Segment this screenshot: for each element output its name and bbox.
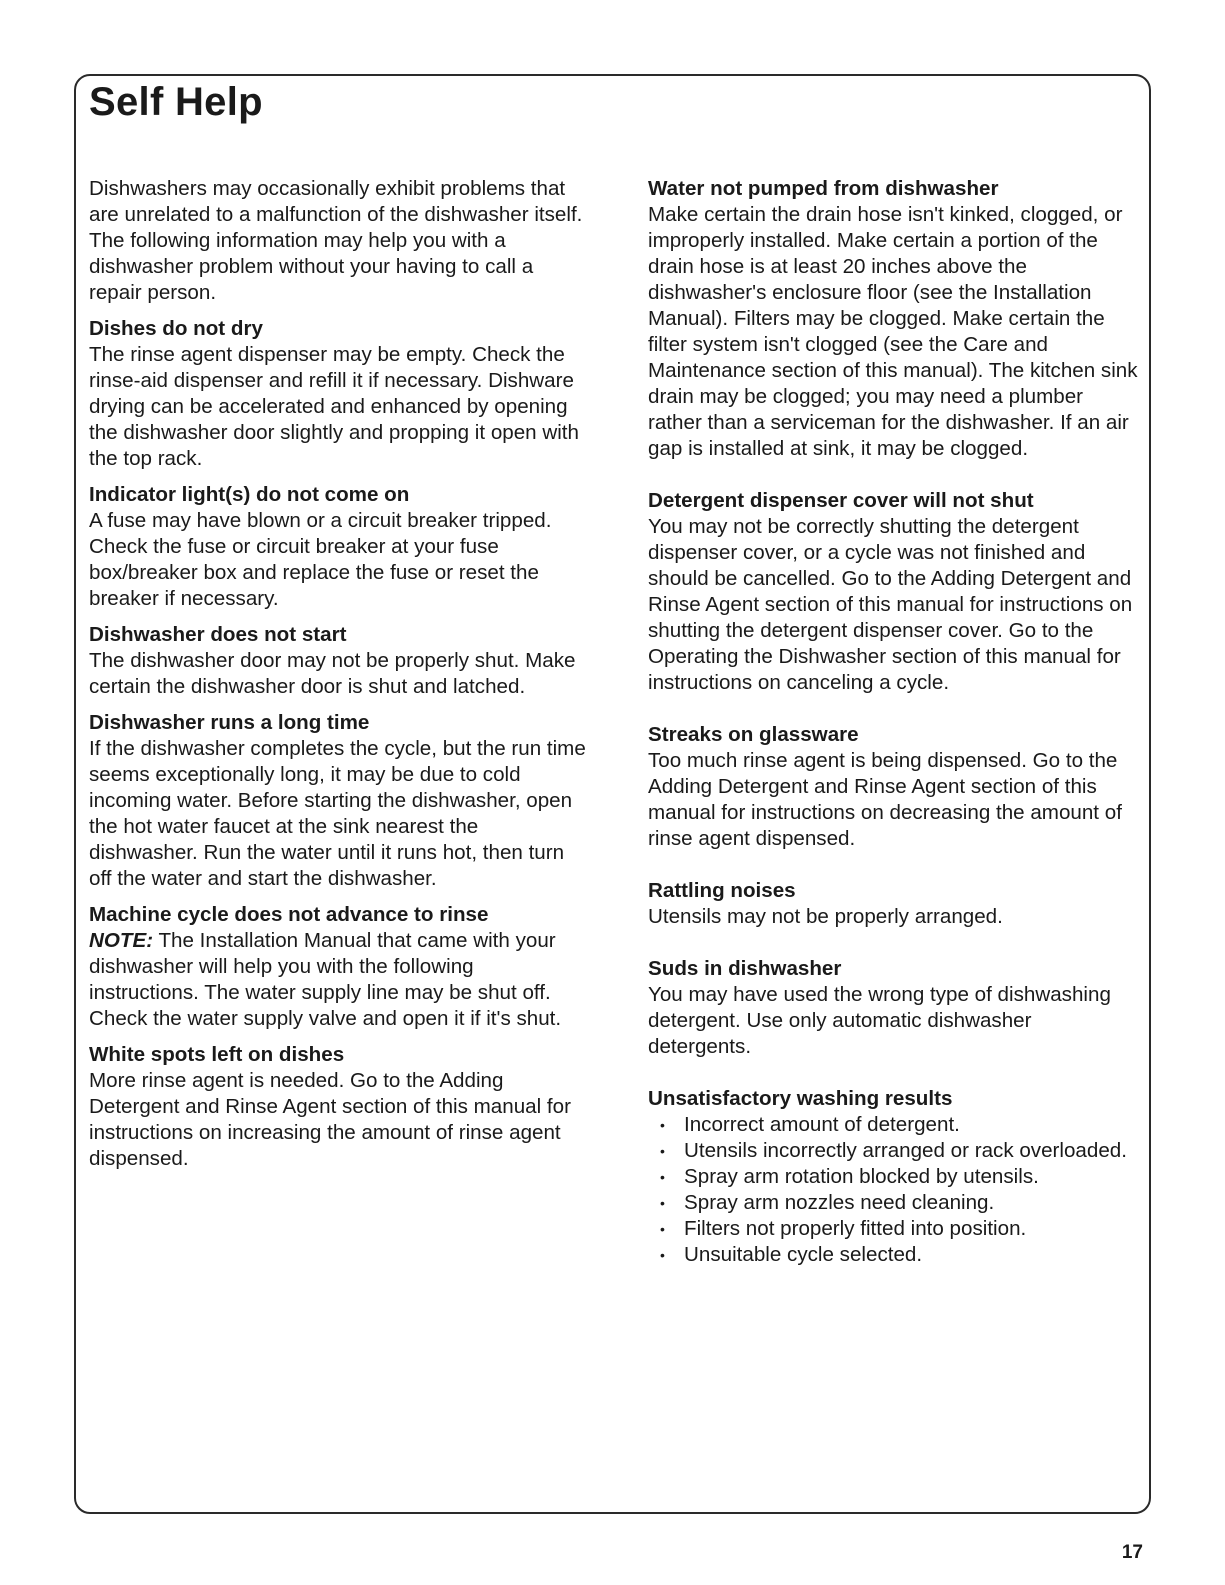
list-item-text: Spray arm rotation blocked by utensils. [684, 1165, 1039, 1188]
section-heading: Dishwasher does not start [89, 623, 347, 646]
section-heading: Unsatisfactory washing results [648, 1087, 953, 1110]
note-text: The Installation Manual that came with your dishwasher will help you with the following instructions. The water supply line may be shut off. Check the water supply valve and open it if it's shut. [89, 929, 562, 1030]
section-does-not-start [89, 622, 589, 700]
list-item-text: Unsuitable cycle selected. [684, 1243, 923, 1266]
section-detergent-cover [648, 488, 1138, 696]
bullet-icon: • [660, 1221, 665, 1237]
section-white-spots [89, 1042, 589, 1172]
section-dishes-do-not-dry [89, 316, 589, 472]
section-water-not-pumped [648, 176, 1138, 462]
left-column [89, 176, 589, 1172]
section-heading: Suds in dishwasher [648, 957, 842, 980]
list-item-text: Incorrect amount of detergent. [684, 1113, 960, 1136]
section-heading: Streaks on glassware [648, 723, 859, 746]
section-heading: Indicator light(s) do not come on [89, 483, 410, 506]
section-body: Utensils may not be properly arranged. [648, 905, 1003, 928]
page-title: Self Help [89, 80, 263, 124]
list-item [648, 1190, 1138, 1216]
section-cycle-not-advance [89, 902, 589, 1032]
section-indicator-lights [89, 482, 589, 612]
bullet-list [648, 1112, 1138, 1268]
list-item-text: Filters not properly fitted into position. [684, 1217, 1027, 1240]
list-item [648, 1138, 1138, 1164]
section-streaks-glassware [648, 722, 1138, 852]
section-body [89, 928, 589, 1032]
section-runs-long-time [89, 710, 589, 892]
section-heading: Dishwasher runs a long time [89, 711, 370, 734]
bullet-icon: • [660, 1117, 665, 1133]
list-item [648, 1242, 1138, 1268]
list-item [648, 1112, 1138, 1138]
page-number: 17 [1121, 1542, 1143, 1563]
section-body: If the dishwasher completes the cycle, but the run time seems exceptionally long, it may be due to cold incoming water. Before starting the dishwasher, open the hot water faucet at the sink nearest the dishwasher. Run the water until it runs hot, then turn off the water and start the dishwasher. [89, 737, 586, 890]
section-heading: Water not pumped from dishwasher [648, 177, 999, 200]
bullet-icon: • [660, 1143, 665, 1159]
list-item-text: Utensils incorrectly arranged or rack overloaded. [684, 1139, 1127, 1162]
note-label: NOTE: [89, 929, 154, 952]
right-column [648, 176, 1138, 1268]
list-item [648, 1216, 1138, 1242]
section-heading: Dishes do not dry [89, 317, 263, 340]
section-rattling-noises [648, 878, 1138, 930]
section-suds [648, 956, 1138, 1060]
bullet-icon: • [660, 1247, 665, 1263]
section-body: You may have used the wrong type of dishwashing detergent. Use only automatic dishwasher detergents. [648, 983, 1111, 1058]
section-heading: Machine cycle does not advance to rinse [89, 903, 489, 926]
intro-paragraph: Dishwashers may occasionally exhibit problems that are unrelated to a malfunction of the dishwasher itself. The following information may help you with a dishwasher problem without your having to call a repair person. [89, 177, 583, 304]
list-item [648, 1164, 1138, 1190]
section-body: Too much rinse agent is being dispensed. Go to the Adding Detergent and Rinse Agent section of this manual for instructions on decreasing the amount of rinse agent dispensed. [648, 749, 1122, 850]
section-body: More rinse agent is needed. Go to the Adding Detergent and Rinse Agent section of this manual for instructions on increasing the amount of rinse agent dispensed. [89, 1069, 571, 1170]
section-heading: Detergent dispenser cover will not shut [648, 489, 1034, 512]
section-body: You may not be correctly shutting the detergent dispenser cover, or a cycle was not finished and should be cancelled. Go to the Adding Detergent and Rinse Agent section of this manual for instructions on shutting the detergent dispenser cover. Go to the Operating the Dishwasher section of this manual for instructions on canceling a cycle. [648, 515, 1133, 694]
list-item-text: Spray arm nozzles need cleaning. [684, 1191, 995, 1214]
section-body: The dishwasher door may not be properly shut. Make certain the dishwasher door is shut and latched. [89, 649, 576, 698]
section-body: Make certain the drain hose isn't kinked, clogged, or improperly installed. Make certain a portion of the drain hose is at least 20 inches above the dishwasher's enclosure floor (see the Installation Manual). Filters may be clogged. Make certain the filter system isn't clogged (see the Care and Maintenance section of this manual). The kitchen sink drain may be clogged; you may need a plumber rather than a serviceman for the dishwasher. If an air gap is installed at sink, it may be clogged. [648, 203, 1138, 460]
section-unsatisfactory-results [648, 1086, 1138, 1268]
bullet-icon: • [660, 1169, 665, 1185]
section-body: The rinse agent dispenser may be empty. Check the rinse-aid dispenser and refill it if necessary. Dishware drying can be accelerated and enhanced by opening the dishwasher door slightly and propping it open with the top rack. [89, 343, 579, 470]
section-heading: Rattling noises [648, 879, 796, 902]
section-heading: White spots left on dishes [89, 1043, 345, 1066]
section-body: A fuse may have blown or a circuit breaker tripped. Check the fuse or circuit breaker at your fuse box/breaker box and replace the fuse or reset the breaker if necessary. [89, 509, 552, 610]
bullet-icon: • [660, 1195, 665, 1211]
